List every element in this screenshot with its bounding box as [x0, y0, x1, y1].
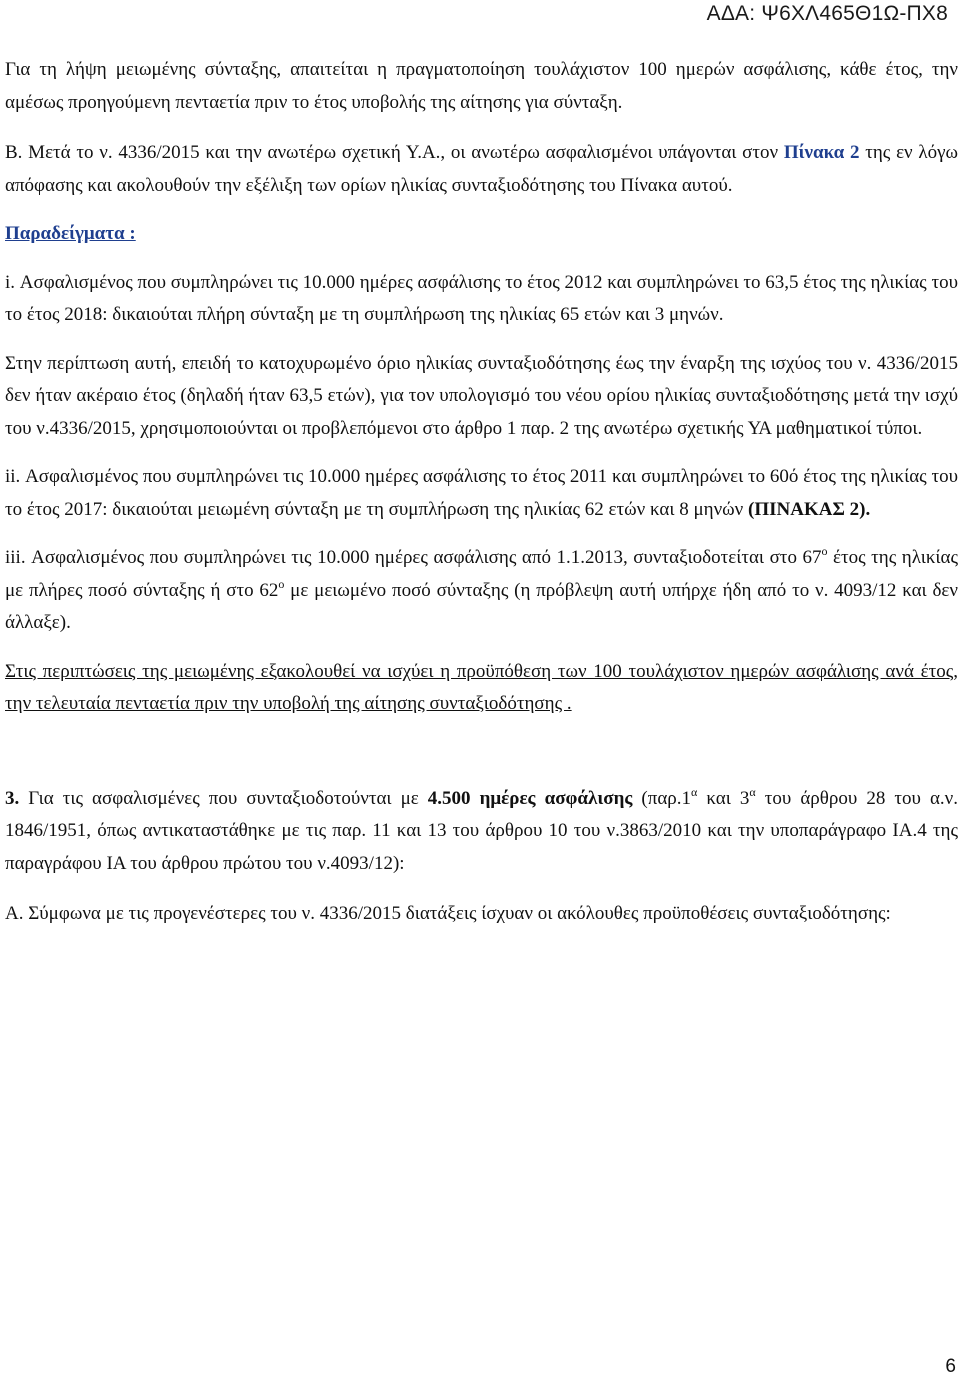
alpha-superscript: α — [749, 784, 756, 799]
section-3-days-bold: 4.500 ημέρες ασφάλισης — [427, 787, 633, 809]
example-ii — [5, 461, 958, 526]
example-ii-text: ii. Ασφαλισμένος που συμπληρώνει τις 10.000 ημέρες ασφάλισης το έτος 2011 και συμπληρώνει το 60ό έτος της ηλικίας του το έτος 2017: δικαιούται μειωμένη σύνταξη με τη συμπλήρωση της ηλικίας 62 ετών και 8 μηνών — [5, 466, 958, 520]
table-2-reference: Πίνακα 2 — [783, 142, 860, 163]
example-ii-table-ref: (ΠΙΝΑΚΑΣ 2). — [748, 498, 871, 520]
alpha-superscript: α — [691, 784, 698, 799]
paragraph-section-b — [5, 137, 958, 202]
ordinal-superscript: ο — [278, 576, 285, 591]
example-i: i. Ασφαλισμένος που συμπληρώνει τις 10.000 ημέρες ασφάλισης το έτος 2012 και συμπληρώνει το 63,5 έτος της ηλικίας του το έτος 2018: δικαιούται πλήρη σύνταξη με τη συμπλήρωση της ηλικίας 65 ετών και 3 μηνών. — [5, 271, 958, 325]
underlined-requirement-note: Στις περιπτώσεις της μειωμένης εξακολουθεί να ισχύει η προϋπόθεση των 100 τουλάχιστον ημερών ασφάλισης ανά έτος, την τελευταία πενταετία πριν την υποβολή της αίτησης συνταξιοδότησης . — [5, 660, 958, 714]
section-b-text-start: Β. Μετά το ν. 4336/2015 και την ανωτέρω σχετική Υ.Α., οι ανωτέρω ασφαλισμένοι υπάγονται στον — [5, 142, 784, 163]
paragraph-reduced-pension-requirement: Για τη λήψη μειωμένης σύνταξης, απαιτείται η πραγματοποίηση τουλάχιστον 100 ημερών ασφάλισης, κάθε έτος, την αμέσως προηγούμενη πενταετία πριν το έτος υποβολής της αίτησης για σύνταξη. — [5, 59, 958, 113]
example-iii-text-b: έτος της ηλικίας με πλήρες ποσό σύνταξης ή στο 62 — [5, 547, 958, 601]
example-i-note: Στην περίπτωση αυτή, επειδή το κατοχυρωμένο όριο ηλικίας συνταξιοδότησης έως την έναρξη της ισχύος του ν. 4336/2015 δεν ήταν ακέραιο έτος (δηλαδή ήταν 63,5 ετών), για τον υπολογισμό του νέου ορίου ηλικίας συνταξιοδότησης μετά την ισχύ του ν.4336/2015, χρησιμοποιούνται οι προβλεπόμενοι στο άρθρο 1 παρ. 2 της ανωτέρω σχετικής ΥΑ μαθηματικοί τύποι. — [5, 352, 958, 439]
section-3-text-b: (παρ.1 — [632, 787, 692, 809]
page-number: 6 — [945, 1356, 956, 1377]
ordinal-superscript: ο — [821, 544, 828, 558]
section-a: Α. Σύμφωνα με τις προγενέστερες του ν. 4336/2015 διατάξεις ίσχυαν οι ακόλουθες προϋποθέσεις συνταξιοδότησης: — [5, 903, 891, 924]
section-3-text-c: και 3 — [697, 787, 750, 809]
example-iii — [5, 542, 958, 640]
example-iii-text-a: iii. Ασφαλισμένος που συμπληρώνει τις 10.000 ημέρες ασφάλισης από 1.1.2013, συνταξιοδοτείται στο 67 — [5, 547, 822, 568]
section-3-text-a: Για τις ασφαλισμένες που συνταξιοδοτούνται με — [19, 787, 428, 809]
document-body — [5, 54, 958, 931]
section-3-text-d: του άρθρου 28 του α.ν. 1846/1951, όπως αντικαταστάθηκε με τις παρ. 11 και 13 του άρθρου 10 του ν.3863/2010 και την υποπαράγραφο ΙΑ.4 της παραγράφου ΙΑ του άρθρου πρώτου του ν.4093/12): — [5, 787, 959, 874]
section-b-text-end: της εν λόγω απόφασης και ακολουθούν την εξέλιξη των ορίων ηλικίας συνταξιοδότησης του Πίνακα αυτού. — [5, 142, 959, 196]
section-3-number: 3. — [5, 787, 20, 809]
example-iii-text-c: με μειωμένο ποσό σύνταξης (η πρόβλεψη αυτή υπήρχε ήδη από το ν. 4093/12 και δεν άλλαξε). — [5, 579, 958, 633]
section-3 — [5, 783, 958, 881]
ada-code: ΑΔΑ: Ψ6ΧΛ465Θ1Ω-ΠΧ8 — [706, 2, 948, 25]
examples-heading: Παραδείγματα : — [5, 223, 136, 244]
